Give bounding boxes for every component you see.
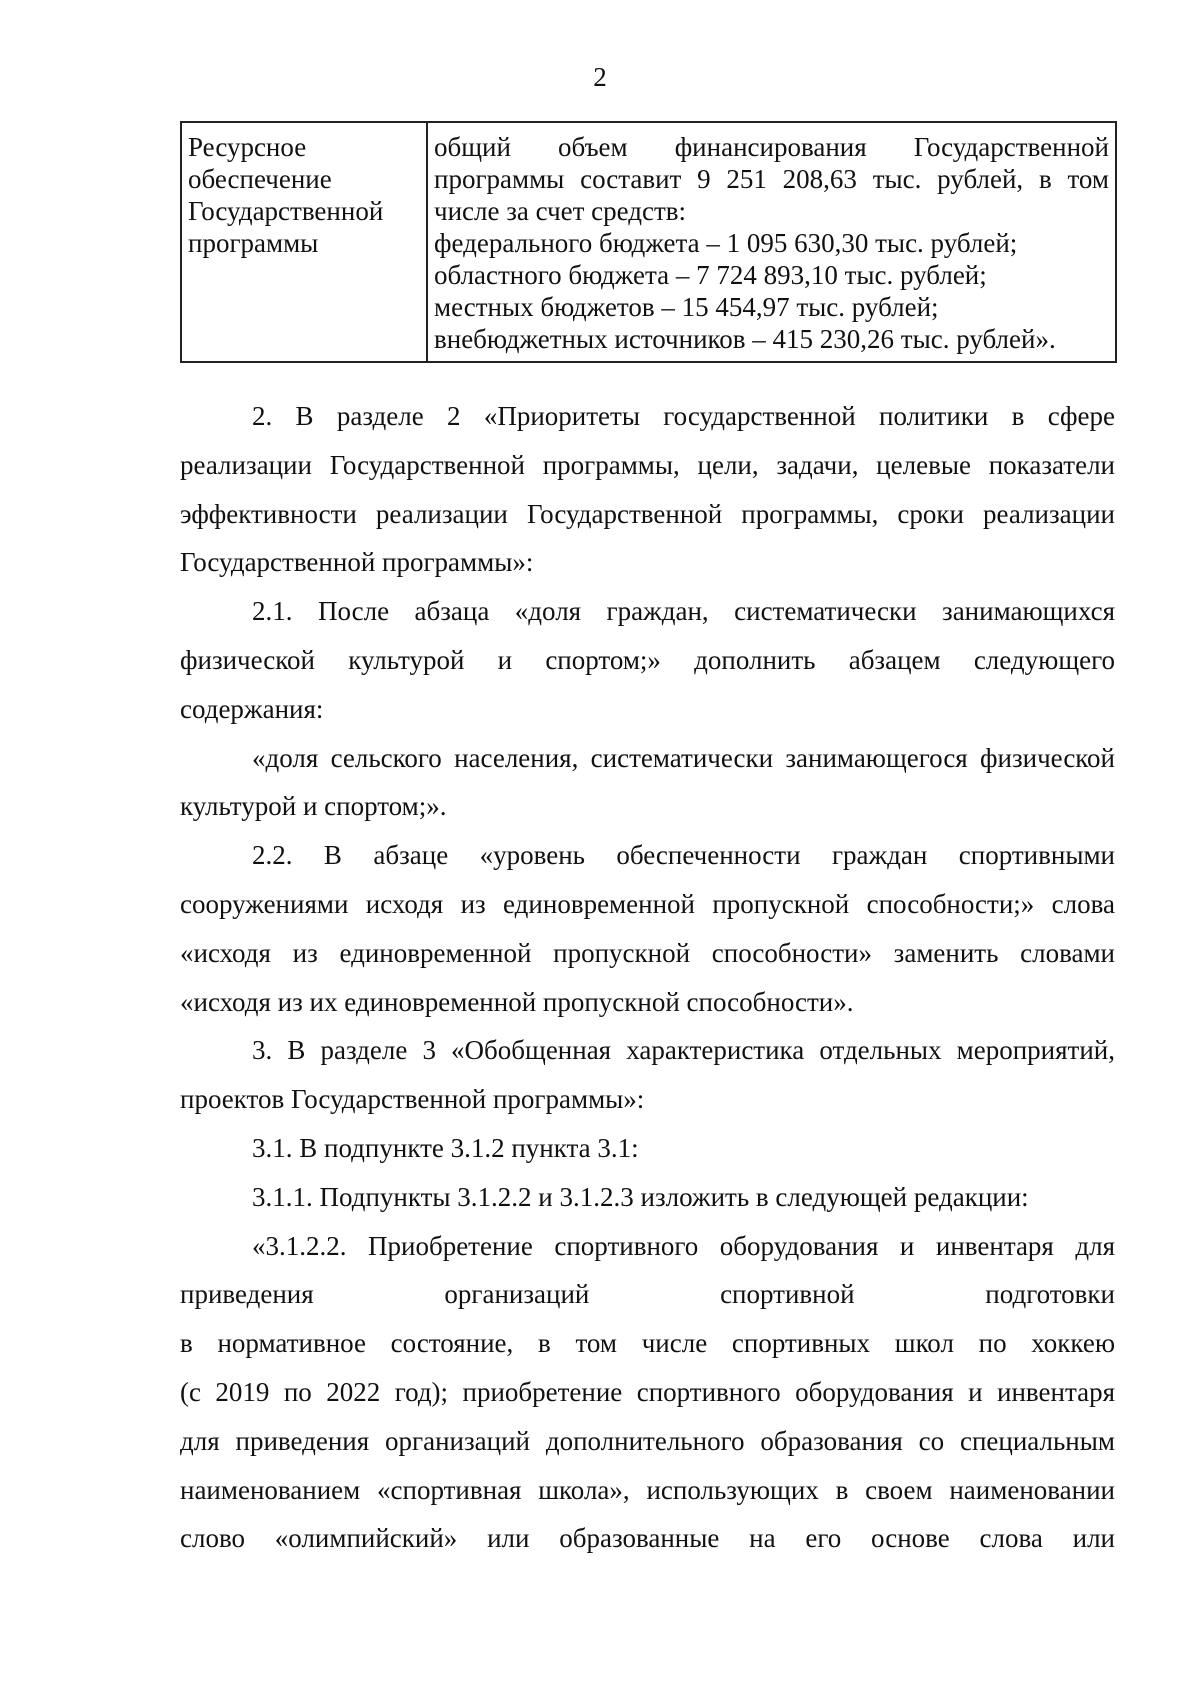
paragraph-line: слово «олимпийский» или образованные на его основе слова или (180, 1523, 1115, 1554)
table-row (181, 122, 1116, 362)
label-line: Ресурсное (188, 132, 307, 162)
value-line: общий объем финансирования Государственной (434, 132, 1109, 162)
paragraph-line: в нормативное состояние, в том числе спортивных школ по хоккею (180, 1328, 1115, 1359)
paragraph-line: физической культурой и спортом;» дополнить абзацем следующего (180, 644, 1115, 675)
paragraph-line: 3. В разделе 3 «Обобщенная характеристика отдельных мероприятий, (252, 1035, 1115, 1066)
paragraph-line: для приведения организаций дополнительного образования со специальным (180, 1425, 1115, 1456)
table-label-cell (181, 122, 427, 362)
paragraph-line: «исходя из единовременной пропускной способности» заменить словами (180, 937, 1115, 968)
document-body (180, 392, 1115, 1563)
paragraph-line: «исходя из их единовременной пропускной способности». (180, 986, 854, 1017)
value-line: числе за счет средств: (434, 196, 687, 226)
value-line: местных бюджетов – 15 454,97 тыс. рублей; (434, 292, 939, 322)
paragraph-line: сооружениями исходя из единовременной пропускной способности;» слова (180, 888, 1115, 919)
value-line: областного бюджета – 7 724 893,10 тыс. рублей; (434, 260, 987, 290)
paragraph-line: содержания: (180, 693, 324, 724)
paragraph-line: 2.2. В абзаце «уровень обеспеченности граждан спортивными (252, 840, 1115, 871)
paragraph-line: наименованием «спортивная школа», использующих в своем наименовании (180, 1474, 1115, 1505)
label-line: программы (188, 228, 319, 258)
label-line: Государственной (188, 196, 384, 226)
paragraph-line: реализации Государственной программы, цели, задачи, целевые показатели (180, 449, 1115, 480)
paragraph-line: эффективности реализации Государственной программы, сроки реализации (180, 498, 1115, 529)
paragraph-line: Государственной программы»: (180, 547, 534, 578)
page-number: 2 (593, 62, 607, 92)
paragraph-line: проектов Государственной программы»: (180, 1084, 645, 1115)
resource-table (180, 121, 1117, 363)
paragraph-line: 2.1. После абзаца «доля граждан, систематически занимающихся (252, 596, 1115, 627)
paragraph-line: 2. В разделе 2 «Приоритеты государственной политики в сфере (252, 401, 1115, 431)
paragraph-line: (с 2019 по 2022 год); приобретение спортивного оборудования и инвентаря (180, 1376, 1115, 1407)
value-line: внебюджетных источников – 415 230,26 тыс. рублей». (434, 324, 1056, 354)
value-line: федерального бюджета – 1 095 630,30 тыс. рублей; (434, 228, 1018, 258)
table-value-cell (427, 122, 1116, 362)
paragraph-line: культурой и спортом;». (180, 791, 447, 822)
paragraph-line: приведения организаций спортивной подготовки (180, 1279, 1115, 1310)
paragraph-line: 3.1. В подпункте 3.1.2 пункта 3.1: (252, 1132, 639, 1163)
value-line: программы составит 9 251 208,63 тыс. рублей, в том (434, 164, 1109, 194)
paragraph-line: 3.1.1. Подпункты 3.1.2.2 и 3.1.2.3 изложить в следующей редакции: (252, 1181, 1029, 1212)
paragraph-line: «3.1.2.2. Приобретение спортивного оборудования и инвентаря для (252, 1230, 1115, 1261)
label-line: обеспечение (188, 164, 332, 194)
paragraph-line: «доля сельского населения, систематически занимающегося физической (252, 742, 1115, 773)
